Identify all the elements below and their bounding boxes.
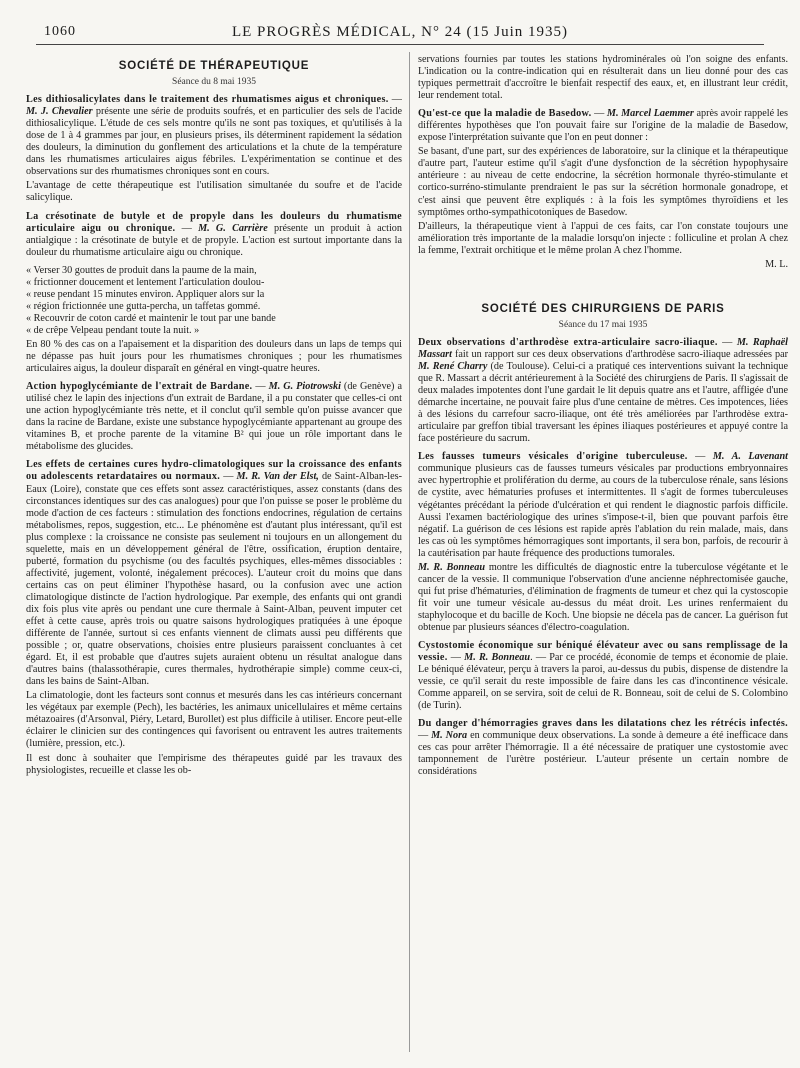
article-author: M. G. Piotrowski	[268, 381, 341, 393]
seance-date: Séance du 17 mai 1935	[558, 319, 648, 330]
article-title: Les fausses tumeurs vésicales d'origine tuberculeuse.	[418, 451, 688, 463]
left-column	[26, 54, 402, 783]
article-body: (de Toulouse). Celui-ci a pratiqué ces interventions suivant la technique que R. Massart a décrit antérieurement à la Société des chirurgiens de Paris. Il s'agissait de deux malades impotentes dont l'une gardait le lit depuis quatre ans et l'autre, affligée d'une démarche incertaine, ne pouvait faire plus d'une centaine de mètres. Ces impotences, liées à des lésions du carrefour sacro-iliaque, ont été très améliorées par l'arthrodèse extra-articulaire par greffon tibial traversant les épines iliaques postérieures et appuyé contre la face postérieure du sacrum.	[418, 360, 788, 445]
section-spacer	[418, 277, 788, 297]
article-basedow: Qu'est-ce que la maladie de Basedow. — M. Marcel Laemmer après avoir rappelé les différentes hypothèses que l'on pouvait faire sur l'origine de la maladie de Basedow, expose l'interprétation suivante que l'on en peut donner :	[418, 108, 789, 144]
article-title: Deux observations d'arthrodèse extra-articulaire sacro-iliaque.	[418, 336, 718, 348]
section-title-chirurgiens: SOCIÉTÉ DES CHIRURGIENS DE PARIS	[481, 302, 725, 315]
signature: M. L.	[765, 258, 788, 270]
article-title: Cystostomie économique sur béniqué élévateur avec ou sans remplissage de la vessie.	[418, 640, 788, 664]
article-author: M. R. Bonneau	[464, 652, 531, 664]
article-author: M. G. Carrière	[198, 222, 268, 234]
page-header	[36, 22, 764, 45]
article-author: M. René Charry	[418, 360, 488, 372]
column-divider	[409, 52, 410, 1052]
paragraph: servations fournies par toutes les stations hydrominérales où l'on soigne des enfants. L'indication ou la contre-indication qui en résulterait dans un lieu donné pour des cas typiques permettrait d'accroître le bienfait respectif des eaux, et, en illustrant leur crédit, leur rendement total.	[418, 54, 788, 102]
article-author: M. Raphaël Massart	[418, 336, 789, 360]
seance-date: Séance du 8 mai 1935	[172, 77, 256, 88]
right-column	[418, 54, 788, 785]
paragraph: En 80 % des cas on a l'apaisement et la disparition des douleurs dans un laps de temps qui ne dépasse pas huit jours pour les rhumatismes chroniques ; pour les rhumatismes articulaires aigus, la douleur disparaît en général en vingt-quatre heures.	[26, 338, 402, 375]
article-title: Les dithiosalicylates dans le traitement des rhumatismes aigus et chroniques.	[26, 94, 389, 106]
article-arthrodese: Deux observations d'arthrodèse extra-articulaire sacro-iliaque. — M. Raphaël Massart fait un rapport sur ces deux observations d'arthrodèse sacro-iliaque adressées par M. René Charry (de Toulouse). Celui-ci a pratiqué ces interventions suivant la technique que R. Massart a décrit antérieurement à la Société des chirurgiens de Paris. Il s'agissait de deux malades impotentes dont l'une gardait le lit depuis quatre ans et l'autre, affligée d'une démarche incertaine, ne pouvait faire plus d'une centaine de mètres. Ces impotences, liées à des lésions du carrefour sacro-iliaque, ont été très améliorées par l'arthrodèse extra-articulaire par greffon tibial traversant les épines iliaques postérieures et appuyé contre la face postérieure du sacrum.	[418, 336, 789, 445]
article-title: Qu'est-ce que la maladie de Basedow.	[418, 108, 592, 120]
article-dithiosalicylates: Les dithiosalicylates dans le traitement des rhumatismes aigus et chroniques. — M. J. Chevalier présente une série de produits soufrés, et en particulier des sels de l'acide dithiosalicylique. L'étude de ces sels montre qu'ils ne sont pas toxiques, et qu'utilisés à la dose de 1 à 4 grammes par jour, en plusieurs prises, ils déterminent rapidement la sédation des douleurs, la diminution du gonflement des articulations et la chute de la température dans les rhumatismes articulaires aigus fébriles. L'expérimentation se continue et des observations sur des rhumatismes chroniques sont en cours.	[26, 94, 402, 178]
article-body: après avoir rappelé les différentes hypothèses que l'on pouvait faire sur l'origine de la maladie de Basedow, expose l'interprétation suivante que l'on en peut donner :	[418, 108, 789, 144]
article-bardane: Action hypoglycémiante de l'extrait de Bardane. — M. G. Piotrowski (de Genève) a utilisé chez le lapin des injections d'un extrait de Bardane, il a pu constater que celles-ci ont une action hypoglycémiante très nette, et il conclut qu'il semble qu'on puisse avancer que dans la racine de Bardane, existe une substance hypoglycémiante appartenant au groupe des vitamines B, et proche parente de la vitamine B² qui joue un rôle important dans le métabolisme des glucides.	[26, 381, 402, 453]
section-title-therapeutique: SOCIÉTÉ DE THÉRAPEUTIQUE	[118, 60, 310, 72]
article-body: . — Par ce procédé, économie de temps et économie de plaie. Le béniqué élévateur, perçu à travers la paroi, au-dessus du pubis, dispense de distendre la vessie, ce qu'il serait du reste impossible de faire dans les cas d'incontinence vésicale. Comme appareil, on se servira, soit de celui de R. Bonneau, soit de celui de S. Colombino (de Turin).	[418, 652, 789, 712]
quote-line: « reuse pendant 15 minutes environ. Appliquer alors sur la	[26, 288, 265, 300]
quote-line: « de crêpe Velpeau pendant toute la nuit. »	[26, 324, 200, 336]
paragraph: L'avantage de cette thérapeutique est l'utilisation simultanée du soufre et de l'acide salicylique.	[26, 180, 402, 204]
quoted-instructions	[26, 265, 402, 337]
article-author: M. Marcel Laemmer	[606, 108, 694, 120]
paragraph: Se basant, d'une part, sur des expériences de laboratoire, sur la clinique et la thérapeutique d'autre part, l'auteur estime qu'il s'agit d'une dysfonction de la sécrétion hypophysaire antérieure : au niveau de cette endocrine, la sécrétion hormonale thyréo-stimulante et cortico-surréno-stimulante prendraient le pas sur la sécrétion hormonale gonadrope, et c'est ainsi que peuvent être expliqués : à la fois les symptômes thyroïdiens et les symptômes ortho-sympathicotoniques de Basedow.	[418, 146, 788, 218]
article-cresotinate: La crésotinate de butyle et de propyle dans les douleurs du rhumatisme articulaire aigu ou chronique. — M. G. Carrière présente un produit à action antialgique : la crésotinate de butyle et de propyle. L'action est surtout importante dans la douleur du rhumatisme articulaire aigu ou chronique.	[26, 210, 402, 258]
article-title: La crésotinate de butyle et de propyle dans les douleurs du rhumatisme articulaire aigu ou chronique.	[26, 210, 402, 234]
article-author: M. R. Van der Elst,	[236, 471, 319, 483]
article-title: Du danger d'hémorragies graves dans les dilatations chez les rétrécis infectés.	[418, 718, 788, 730]
article-body: communique plusieurs cas de fausses tumeurs vésicales par productions embryonnaires avec hypertrophie et prolifération du derme, au cours de la tuberculose rénale, sans lésions de cystite, avec hématuries profuses et intermittentes. Il s'agit de formes tuberculeuses végétantes précédant la période d'ulcération et qui rendent le diagnostic parfois difficile. Aussi l'examen bactériologique des urines s'impose-t-il, bien que pouvant parfois être négatif. La guérison de ces lésions est rapide après l'ablation du rein malade, mais, dans les cas où les symptômes hémorragiques sont importants, il sera bon, parfois, de recourir à la cautérisation par haute fréquence des productions tumorales.	[418, 463, 788, 559]
quote-line: « région frictionnée une gutta-percha, un taffetas gommé.	[26, 300, 261, 312]
quote-line: « frictionner doucement et lentement l'articulation doulou-	[26, 276, 265, 288]
article-hemorragies: Du danger d'hémorragies graves dans les dilatations chez les rétrécis infectés. — M. Nora en communique deux observations. La sonde à demeure a été inefficace dans ces cas pour arrêter l'hémorragie. Il a été nécessaire de pratiquer une cystostomie avec tamponnement de l'urètre postérieur. L'auteur présente un certain nombre de considérations	[418, 718, 788, 778]
article-cystostomie: Cystostomie économique sur béniqué élévateur avec ou sans remplissage de la vessie. — M. R. Bonneau. — Par ce procédé, économie de temps et économie de plaie. Le béniqué élévateur, perçu à travers la paroi, au-dessus du pubis, dispense de distendre la vessie, ce qu'il serait du reste impossible de faire dans les cas d'incontinence vésicale. Comme appareil, on se servira, soit de celui de R. Bonneau, soit de celui de S. Colombino (de Turin).	[418, 640, 789, 712]
article-body: fait un rapport sur ces deux observations d'arthrodèse sacro-iliaque adressées par	[451, 348, 788, 360]
paragraph: Il est donc à souhaiter que l'empirisme des thérapeutes guidé par les travaux des physiologistes, recueille et classe les ob-	[26, 752, 402, 776]
article-body: présente un produit à action antialgique : la crésotinate de butyle et de propyle. L'action est surtout importante dans la douleur du rhumatisme articulaire aigu ou chronique.	[26, 222, 402, 258]
article-body: de Saint-Alban-les-Eaux (Loire), constate que ces effets sont assez caractéristiques, assez constants (dans des circonstances identiques sur des cas analogues) pour que l'on puisse se poser le problème du mode d'action de ces facteurs : stimulation des fonctions endocrines, régulation de certains métabolismes, repos, suggestion, etc... Le phénomène est d'autant plus intéressant, qu'il est plus complexe : la croissance ne consiste pas seulement ni toujours en un allongement du squelette, mais en un développement général de l'être, ossification, éruption dentaire, puberté, formation du psychisme (ou des facultés psychiques, elles-mêmes dissociables : affectivité, jugement, volonté, inégalement précoces). L'auteur croit du moins que dans certains cas on peut éliminer l'hypothèse hasard, ou la confusion avec une action climatologique distincte de l'action hydrologique. Par exemple, des enfants qui ont grandi dix fois plus vite après ou pendant une cure thermale à Saint-Alban, peuvent imputer cet effet à cette cause, après trois ou quatre saisons hydrologiques pratiquées à une époque différente de l'année, surtout si ces enfants viennent de climats aussi peu différents que possible ; or, quatre observations, choisies entre plusieurs paraissent concluantes à cet égard. Et, il est probable que d'autres sujets auraient obtenu un résultat analogue dans d'autres bains (thalassothérapie, cures thermales, hydrothérapie simple) comme ceux-ci, dans les bains de Saint-Alban.	[26, 471, 403, 688]
article-body: (de Genève) a utilisé chez le lapin des injections d'un extrait de Bardane, il a pu constater que celles-ci ont une action hypoglycémiante très nette, et il conclut qu'il semble qu'on puisse avancer que dans la racine de Bardane, existe une substance hypoglycémiante appartenant au groupe des vitamines B, et proche parente de la vitamine B² qui joue un rôle important dans le métabolisme des glucides.	[26, 381, 402, 453]
article-body: présente une série de produits soufrés, et en particulier des sels de l'acide dithiosalicylique. L'étude de ces sels montre qu'ils ne sont pas toxiques, et qu'utilisés à la dose de 1 à 4 grammes par jour, en plusieurs prises, ils déterminent rapidement la sédation des douleurs, la diminution du gonflement des articulations et la chute de la température dans les rhumatismes articulaires aigus fébriles. L'expérimentation se continue et des observations sur des rhumatismes chroniques sont en cours.	[26, 106, 402, 178]
article-author: M. R. Bonneau	[418, 561, 486, 573]
article-cures-hydro-climatologiques: Les effets de certaines cures hydro-climatologiques sur la croissance des enfants ou adolescents retardataires ou normaux. — M. R. Van der Elst, de Saint-Alban-les-Eaux (Loire), constate que ces effets sont assez caractéristiques, assez constants (dans des circonstances identiques sur des cas analogues) pour que l'on puisse se poser le problème du mode d'action de ces facteurs : stimulation des fonctions endocrines, régulation de certains métabolismes, repos, suggestion, etc... Le phénomène est d'autant plus intéressant, qu'il est plus complexe : la croissance ne consiste pas seulement ni toujours en un allongement du squelette, mais en un développement général de l'être, ossification, éruption dentaire, puberté, formation du psychisme (ou des facultés psychiques, elles-mêmes dissociables : affectivité, jugement, volonté, inégalement précoces). L'auteur croit du moins que dans certains cas on peut éliminer l'hypothèse hasard, ou la confusion avec une action climatologique distincte de l'action hydrologique. Par exemple, des enfants qui ont grandi dix fois plus vite après ou pendant une cure thermale à Saint-Alban, peuvent imputer cet effet à cette cause, après trois ou quatre saisons hydrologiques pratiquées à une époque différente de l'année, surtout si ces enfants viennent de climats aussi peu différents que possible ; or, quatre observations, choisies entre plusieurs paraissent concluantes à cet égard. Et, il est probable que d'autres sujets auraient obtenu un résultat analogue dans d'autres bains (thalassothérapie, cures thermales, hydrothérapie simple) comme ceux-ci, dans les bains de Saint-Alban.	[26, 459, 403, 688]
quote-line: « Verser 30 gouttes de produit dans la paume de la main,	[26, 264, 257, 276]
article-author: M. Nora	[431, 730, 468, 742]
page-number: 1060	[44, 24, 76, 39]
article-body: montre les difficultés de diagnostic entre la tuberculose végétante et le cancer de la vessie. Il communique l'observation d'une ancienne néphrectomisée gauche, qui fut prise d'hématuries, d'élimination de fragments de tumeur et chez qui la cystoscopie fit voir une tumeur vésicale au-dessus du méat droit. Les urines renfermaient du staphylocoque et du bacille de Koch. Une biopsie ne décela pas de cancer. La guérison fut obtenue par plusieurs séances d'électro-coagulation.	[418, 561, 788, 633]
article-fausses-tumeurs: Les fausses tumeurs vésicales d'origine tuberculeuse. — M. A. Lavenant communique plusieurs cas de fausses tumeurs vésicales par productions embryonnaires avec hypertrophie et prolifération du derme, au cours de la tuberculose rénale, sans lésions de cystite, avec hématuries profuses et intermittentes. Il s'agit de formes tuberculeuses végétantes précédant la période d'ulcération et qui rendent le diagnostic parfois difficile. Aussi l'examen bactériologique des urines s'impose-t-il, bien que pouvant parfois être négatif. La guérison de ces lésions est rapide après l'ablation du rein malade, mais, dans les cas où les symptômes hémorragiques sont importants, il sera bon, parfois, de recourir à la cautérisation par haute fréquence des productions tumorales.	[418, 451, 789, 559]
article-body: en communique deux observations. La sonde à demeure a été inefficace dans ces cas pour arrêter l'hémorragie. Il a été nécessaire de pratiquer une cystostomie avec tamponnement de l'urètre postérieur. L'auteur présente un certain nombre de considérations	[418, 730, 788, 778]
article-author: M. A. Lavenant	[712, 451, 789, 463]
quote-line: « Recouvrir de coton cardé et maintenir le tout par une bande	[26, 312, 276, 324]
article-author: M. J. Chevalier	[26, 106, 93, 118]
paragraph: La climatologie, dont les facteurs sont connus et mesurés dans les cas intérieurs concernant les végétaux par exemple (Pech), les bactéries, les animaux unicellulaires et même certains métazoaires (d'Arsonval, Piéry, Letard, Burollet) est plus difficile à utiliser. Encore peut-elle éclairer le clinicien sur des contingences qui favorisent ou entravent les autres traitements (lumière, pression, etc.).	[26, 690, 402, 750]
article-title: Les effets de certaines cures hydro-climatologiques sur la croissance des enfants ou adolescents retardataires ou normaux.	[26, 459, 402, 483]
paragraph-bonneau	[418, 562, 788, 634]
article-title: Action hypoglycémiante de l'extrait de Bardane.	[26, 381, 253, 393]
paragraph: D'ailleurs, la thérapeutique vient à l'appui de ces faits, car l'on constate toujours une amélioration très importante de la maladie lorsqu'on injecte : folliculine et prolan A chez la femme, l'extrait orchitique et le même prolan A chez l'homme.	[418, 220, 788, 256]
running-title: LE PROGRÈS MÉDICAL, N° 24 (15 Juin 1935)	[231, 24, 568, 40]
